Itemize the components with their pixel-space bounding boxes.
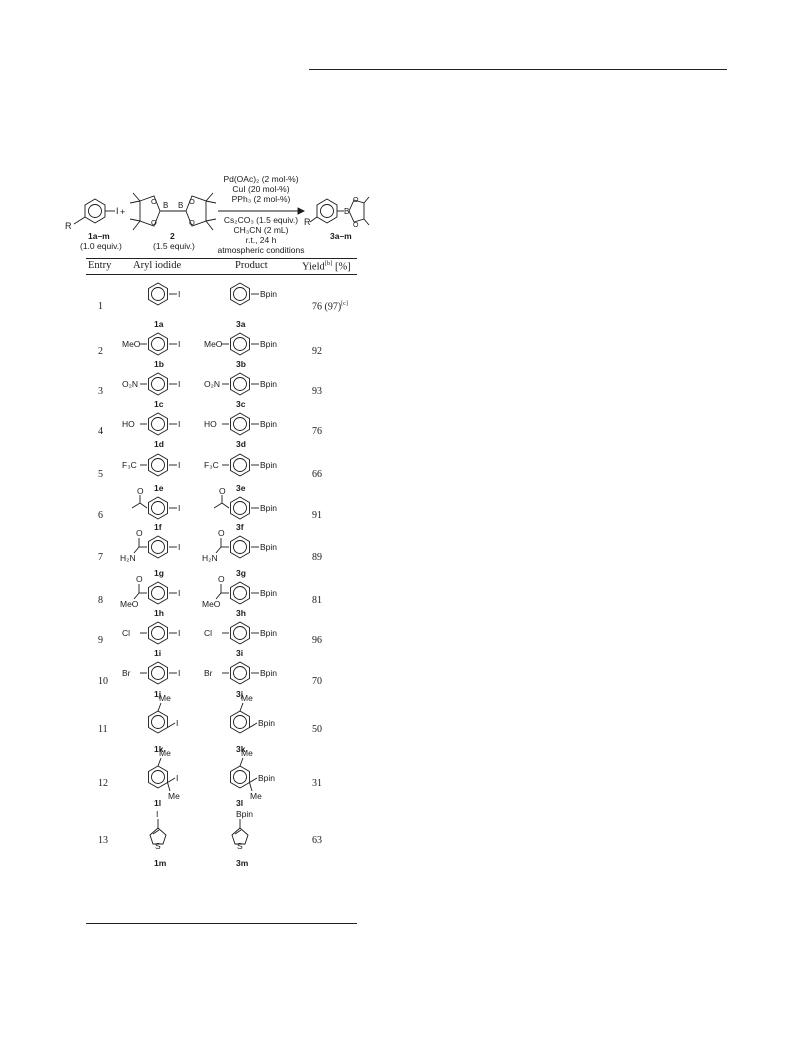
entry-number: 12 — [98, 778, 108, 789]
yield-value — [312, 724, 322, 735]
yield-number: 93 — [312, 386, 322, 397]
substituent: HO — [122, 419, 135, 429]
methyl-group: Me — [250, 791, 262, 801]
bpin-group: Bpin — [260, 503, 278, 513]
iodine-atom: I — [178, 628, 181, 638]
product-label: 3e — [236, 483, 246, 493]
iodine-atom: I — [178, 503, 181, 513]
bpin-group: Bpin — [258, 718, 276, 728]
reaction-scheme-graphic — [60, 175, 370, 260]
bpin-group: Bpin — [260, 668, 278, 678]
compound-label: 1e — [154, 483, 164, 493]
oxygen-atom: O — [353, 197, 359, 204]
reagent1-label: 1a–m — [88, 231, 110, 241]
product-svg — [204, 659, 300, 700]
product-label: 3j — [236, 689, 244, 699]
compound-label: 1c — [154, 399, 164, 409]
table-row — [86, 619, 357, 659]
yield-value — [312, 835, 322, 846]
boron-atom: B — [163, 201, 169, 210]
oxygen-atom: O — [189, 218, 195, 227]
substituent: MeO — [204, 339, 223, 349]
product-label: 3l — [236, 798, 244, 808]
structure — [204, 333, 277, 355]
substituent: Br — [122, 668, 131, 678]
r-group: R — [65, 221, 72, 231]
condition-time: r.t., 24 h — [245, 235, 277, 245]
structure — [232, 809, 253, 851]
structure — [150, 809, 166, 851]
substituent: Cl — [122, 628, 131, 638]
bpin-group: Bpin — [260, 588, 278, 598]
substituent: HO — [204, 419, 217, 429]
substituent: MeO — [120, 599, 139, 609]
iodine-atom: I — [116, 206, 119, 216]
product-label: 3k — [236, 744, 246, 754]
table-row — [86, 280, 357, 330]
iodine-atom: I — [178, 668, 181, 678]
compound-label: 1b — [154, 359, 164, 369]
iodine-atom: I — [156, 809, 159, 819]
condition-ligand: PPh₃ (2 mol-%) — [231, 194, 291, 204]
condition-atmosphere: atmospheric conditions — [217, 245, 305, 255]
header-product: Product — [235, 260, 268, 271]
yield-value — [312, 635, 322, 646]
substituent: H₂N — [120, 553, 136, 563]
product-label: 3h — [236, 608, 246, 618]
bpin-group: Bpin — [258, 773, 276, 783]
structure — [149, 283, 181, 305]
structure — [231, 283, 278, 305]
product-svg — [202, 528, 300, 579]
boron-atom: B — [344, 207, 350, 216]
boron-atom: B — [178, 201, 184, 210]
entry-number: 10 — [98, 676, 108, 687]
compound-label: 1g — [154, 568, 164, 578]
reactant-svg — [120, 574, 214, 619]
yield-value — [312, 595, 322, 606]
compound-label: 1d — [154, 439, 164, 449]
product-structure — [204, 410, 300, 455]
aryl-iodide-structure — [124, 410, 214, 455]
aryl-iodide-structure — [124, 809, 214, 874]
yield-number: 89 — [312, 552, 322, 563]
table-row — [86, 330, 357, 370]
table-row — [86, 370, 357, 410]
structure — [122, 413, 180, 435]
entry-number: 9 — [98, 635, 103, 646]
yield-value — [312, 469, 322, 480]
reactant-svg — [124, 280, 214, 330]
yield-number: 81 — [312, 595, 322, 606]
aryl-iodide-structure — [124, 330, 214, 375]
yield-footnote: [c] — [341, 301, 348, 307]
structure — [122, 662, 180, 684]
table-row — [86, 809, 357, 869]
oxygen-atom: O — [136, 528, 143, 538]
header-yield-footnote: [b] — [324, 260, 333, 267]
entry-number: 7 — [98, 552, 103, 563]
methyl-group: Me — [159, 693, 171, 703]
iodine-atom: I — [178, 339, 181, 349]
oxygen-atom: O — [151, 218, 157, 227]
yield-number: 92 — [312, 346, 322, 357]
methyl-group: Me — [241, 693, 253, 703]
condition-base: Cs₂CO₃ (1.5 equiv.) — [223, 215, 299, 225]
reactant-svg — [124, 410, 214, 450]
bpin-group: Bpin — [260, 339, 278, 349]
structure — [204, 622, 277, 644]
substituent: F₃C — [204, 460, 219, 470]
substituent: O₂N — [122, 379, 139, 389]
iodine-atom: I — [178, 289, 181, 299]
reactant-svg — [124, 370, 214, 410]
structure — [231, 748, 276, 801]
structure — [204, 454, 277, 476]
yield-value — [312, 426, 322, 437]
product-svg — [204, 410, 300, 450]
yield-value — [312, 386, 322, 397]
entry-number: 6 — [98, 510, 103, 521]
substituent: Br — [204, 668, 213, 678]
product-structure — [204, 330, 300, 375]
structure — [204, 413, 277, 435]
product-svg — [210, 809, 300, 869]
product-svg — [204, 330, 300, 370]
iodine-atom: I — [178, 419, 181, 429]
table-bottom-rule — [86, 923, 357, 924]
reactant-svg — [124, 619, 214, 659]
yield-number: 76 — [312, 426, 322, 437]
header-yield — [302, 260, 351, 273]
reagent2-label: 2 — [170, 231, 175, 241]
yield-value — [312, 676, 322, 687]
reagent2-equiv: (1.5 equiv.) — [153, 241, 195, 251]
oxygen-atom: O — [219, 486, 226, 496]
structure — [122, 333, 180, 355]
bpin-group: Bpin — [236, 809, 254, 819]
oxygen-atom: O — [136, 574, 143, 584]
plus-sign: + — [120, 207, 126, 217]
bpin-group: Bpin — [260, 628, 278, 638]
product-label: 3a — [236, 319, 246, 329]
entry-number: 2 — [98, 346, 103, 357]
product-label: 3i — [236, 648, 244, 658]
yield-value — [312, 552, 322, 563]
structure — [122, 454, 180, 476]
r-group: R — [304, 217, 311, 227]
yield-value — [312, 510, 322, 521]
product-label: 3c — [236, 399, 246, 409]
header-entry: Entry — [88, 260, 112, 271]
entry-number: 5 — [98, 469, 103, 480]
yield-number: 76 (97) — [312, 301, 342, 313]
header-yield-unit: [%] — [332, 261, 351, 273]
iodine-atom: I — [176, 718, 179, 728]
bpin-group: Bpin — [260, 542, 278, 552]
compound-label: 1i — [154, 648, 162, 658]
table-row — [86, 574, 357, 619]
substituent: H₂N — [202, 553, 218, 563]
product-svg — [210, 280, 300, 330]
compound-label: 1j — [154, 689, 162, 699]
product-structure — [210, 280, 300, 335]
product-svg — [204, 370, 300, 410]
substituent: MeO — [202, 599, 221, 609]
aryl-iodide-structure — [120, 574, 214, 624]
oxygen-atom: O — [353, 222, 359, 229]
header-aryl-iodide: Aryl iodide — [133, 260, 182, 271]
iodine-atom: I — [176, 773, 179, 783]
structure — [122, 373, 180, 395]
table-header-rule — [86, 274, 357, 275]
product-label: 3g — [236, 568, 246, 578]
compound-label: 1h — [154, 608, 164, 618]
product-structure — [204, 619, 300, 664]
compound-label: 1a — [154, 319, 164, 329]
product-svg — [204, 619, 300, 659]
entry-number: 3 — [98, 386, 103, 397]
top-rule — [309, 69, 727, 70]
methyl-group: Me — [168, 791, 180, 801]
structure — [122, 622, 180, 644]
yield-value — [312, 346, 322, 357]
bpin-group: Bpin — [260, 460, 278, 470]
aryl-iodide-structure — [124, 370, 214, 415]
compound-label: 1k — [154, 744, 164, 754]
entry-number: 1 — [98, 301, 103, 312]
iodine-atom: I — [178, 588, 181, 598]
structure — [204, 662, 277, 684]
structure — [202, 574, 277, 609]
product-svg — [202, 574, 300, 619]
reaction-scheme — [60, 175, 370, 260]
yield-number: 63 — [312, 835, 322, 846]
substituent: F₃C — [122, 460, 137, 470]
table-row — [86, 528, 357, 579]
table-row — [86, 410, 357, 450]
entry-number: 8 — [98, 595, 103, 606]
entry-number: 4 — [98, 426, 103, 437]
compound-label: 1l — [154, 798, 162, 808]
oxygen-atom: O — [189, 197, 195, 206]
product-label: 3f — [236, 522, 244, 532]
iodine-atom: I — [178, 542, 181, 552]
product-structure — [210, 809, 300, 874]
yield-number: 70 — [312, 676, 322, 687]
substituent: Cl — [204, 628, 213, 638]
structure — [149, 748, 181, 801]
iodine-atom: I — [178, 379, 181, 389]
compound-label: 1f — [154, 522, 162, 532]
table-row — [86, 659, 357, 700]
bpin-group: Bpin — [260, 419, 278, 429]
aryl-iodide-structure — [124, 619, 214, 664]
sulfur-atom: S — [155, 841, 161, 851]
reactant-svg — [120, 528, 214, 579]
sulfur-atom: S — [237, 841, 243, 851]
condition-solvent: CH₃CN (2 mL) — [233, 225, 289, 235]
yield-number: 50 — [312, 724, 322, 735]
methyl-group: Me — [159, 748, 171, 758]
substituent: MeO — [122, 339, 141, 349]
product-structure — [204, 659, 300, 705]
product-label: 3b — [236, 359, 246, 369]
yield-value — [312, 778, 322, 789]
condition-cocatalyst: CuI (20 mol-%) — [232, 184, 290, 194]
product-structure — [204, 370, 300, 415]
product-label: 3a–m — [330, 231, 352, 241]
reactant-svg — [124, 330, 214, 370]
substituent: O₂N — [204, 379, 221, 389]
entry-number: 11 — [98, 724, 108, 735]
reactant-svg — [124, 809, 214, 869]
oxygen-atom: O — [151, 197, 157, 206]
product-label: 3d — [236, 439, 246, 449]
yield-number: 91 — [312, 510, 322, 521]
iodine-atom: I — [178, 460, 181, 470]
oxygen-atom: O — [218, 574, 225, 584]
header-yield-text: Yield — [302, 261, 325, 273]
structure — [204, 373, 277, 395]
structure — [202, 528, 277, 563]
oxygen-atom: O — [218, 528, 225, 538]
table-top-rule — [86, 258, 357, 259]
oxygen-atom: O — [137, 486, 144, 496]
entry-number: 13 — [98, 835, 108, 846]
compound-label: 1m — [154, 858, 167, 868]
structure — [120, 528, 180, 563]
structure — [120, 574, 180, 609]
yield-number: 66 — [312, 469, 322, 480]
yield-value — [312, 301, 348, 312]
yield-number: 96 — [312, 635, 322, 646]
aryl-iodide-structure — [124, 280, 214, 335]
condition-catalyst: Pd(OAc)₂ (2 mol-%) — [223, 174, 299, 184]
bpin-group: Bpin — [260, 379, 278, 389]
product-label: 3m — [236, 858, 249, 868]
product-structure — [202, 574, 300, 624]
bpin-group: Bpin — [260, 289, 278, 299]
yield-number: 31 — [312, 778, 322, 789]
reagent1-equiv: (1.0 equiv.) — [80, 241, 122, 251]
methyl-group: Me — [241, 748, 253, 758]
